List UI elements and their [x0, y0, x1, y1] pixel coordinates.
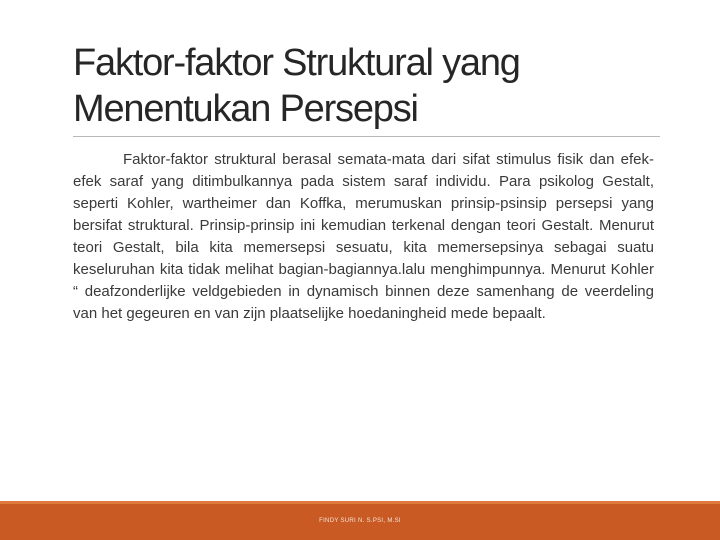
- title-divider: [73, 136, 660, 137]
- slide-body-paragraph: Faktor-faktor struktural berasal semata-mata dari sifat stimulus fisik dan efek-efek saraf yang ditimbulkannya pada sistem saraf individu. Para psikolog Gestalt, seperti Kohler, wartheimer dan Koffka, merumuskan prinsip-psinsip persepsi yang bersifat struktural. Prinsip-prinsip ini kemudian terkenal dengan teori Gestalt. Menurut teori Gestalt, bila kita memersepsi sesuatu, kita memersepsinya sebagai suatu keseluruhan kita tidak melihat bagian-bagiannya.lalu menghimpunnya. Menurut Kohler “ deafzonderlijke veldgebieden in dynamisch binnen deze samenhang de veerdeling van het gegeuren en van zijn plaatselijke hoedaningheid mede bepaalt.: [73, 151, 654, 322]
- footer-bar: [0, 501, 720, 540]
- footer-author: FINDY SURI N. S.PSI, M.SI: [319, 518, 401, 524]
- slide-title: Faktor-faktor Struktural yang Menentukan Persepsi: [73, 42, 520, 130]
